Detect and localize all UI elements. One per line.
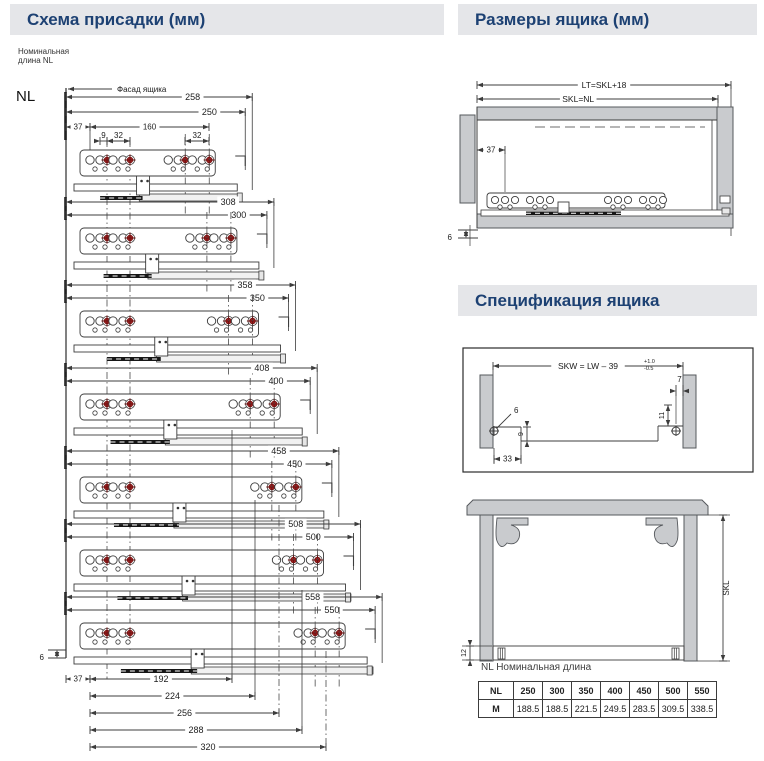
svg-text:350: 350 <box>249 292 265 303</box>
slide-row-550 <box>64 591 382 687</box>
svg-text:508: 508 <box>288 518 304 529</box>
svg-text:160: 160 <box>142 122 157 132</box>
svg-text:SKW = LW – 39: SKW = LW – 39 <box>557 360 619 371</box>
svg-text:Фасад ящика: Фасад ящика <box>117 85 167 94</box>
svg-text:SKL: SKL <box>722 580 731 596</box>
svg-text:SKL=NL: SKL=NL <box>562 93 595 104</box>
svg-text:NL: NL <box>16 88 36 105</box>
slide-row-300 <box>64 196 274 292</box>
row-250-detail-dims <box>66 122 209 150</box>
svg-text:558: 558 <box>305 591 321 602</box>
spec-cell-NL-1: 250 <box>514 682 543 700</box>
drawer-sizes-diagram <box>448 80 733 246</box>
svg-text:550: 550 <box>324 604 340 615</box>
svg-text:9: 9 <box>101 131 106 140</box>
spec-cell-M-5: 283.5 <box>630 700 659 718</box>
slide-row-400 <box>64 362 317 458</box>
svg-text:6: 6 <box>514 406 519 415</box>
drawer-front-view-diagram <box>461 500 731 666</box>
spec-cell-NL-5: 450 <box>630 682 659 700</box>
spec-cell-M-3: 221.5 <box>572 700 601 718</box>
drawer-spec-diagram <box>463 348 753 472</box>
svg-text:500: 500 <box>305 531 321 542</box>
svg-text:9: 9 <box>518 432 525 436</box>
svg-text:32: 32 <box>114 131 123 140</box>
spec-cell-M-7: 338.5 <box>688 700 717 718</box>
svg-text:6: 6 <box>447 233 452 242</box>
svg-text:-0.5: -0.5 <box>644 366 654 372</box>
svg-text:11: 11 <box>659 411 666 420</box>
table-note: NL Номинальная длина <box>481 662 592 673</box>
spec-table-row-M <box>479 700 717 718</box>
svg-text:37: 37 <box>73 674 83 684</box>
spec-row-label-NL: NL <box>479 682 514 700</box>
svg-text:308: 308 <box>220 196 236 207</box>
spec-cell-M-1: 188.5 <box>514 700 543 718</box>
spec-row-label-M: M <box>479 700 514 718</box>
svg-text:250: 250 <box>201 106 217 117</box>
spec-cell-M-4: 249.5 <box>601 700 630 718</box>
spec-cell-NL-3: 350 <box>572 682 601 700</box>
slide-row-350 <box>64 279 295 375</box>
section-title-drawer-spec: Спецификация ящика <box>458 285 757 316</box>
svg-text:Номинальная: Номинальная <box>18 47 70 56</box>
svg-text:6: 6 <box>39 653 44 662</box>
drawer-spec-table <box>478 681 717 718</box>
svg-text:458: 458 <box>271 445 287 456</box>
svg-text:450: 450 <box>287 458 303 469</box>
svg-text:12: 12 <box>461 649 468 657</box>
svg-text:33: 33 <box>503 454 512 464</box>
section-title-drawer-sizes: Размеры ящика (мм) <box>458 4 757 35</box>
svg-text:408: 408 <box>254 362 270 373</box>
svg-text:320: 320 <box>200 741 216 752</box>
svg-text:32: 32 <box>192 131 202 140</box>
svg-text:400: 400 <box>268 375 284 386</box>
spec-cell-M-2: 188.5 <box>543 700 572 718</box>
spec-table-row-NL <box>479 682 717 700</box>
svg-text:256: 256 <box>176 707 193 718</box>
svg-text:358: 358 <box>237 279 253 290</box>
spec-cell-NL-7: 550 <box>688 682 717 700</box>
svg-text:37: 37 <box>73 122 83 132</box>
svg-text:LT=SKL+18: LT=SKL+18 <box>581 79 627 90</box>
spec-cell-M-6: 309.5 <box>659 700 688 718</box>
svg-text:192: 192 <box>153 673 169 684</box>
section-title-drilling-scheme: Схема присадки (мм) <box>10 4 444 35</box>
svg-text:258: 258 <box>185 91 201 102</box>
drilling-scheme-diagram <box>16 47 382 752</box>
svg-text:288: 288 <box>188 724 204 735</box>
svg-text:длина NL: длина NL <box>18 56 54 65</box>
spec-cell-NL-2: 300 <box>543 682 572 700</box>
svg-text:7: 7 <box>677 375 682 384</box>
svg-text:224: 224 <box>164 690 181 701</box>
svg-text:300: 300 <box>231 209 247 220</box>
svg-text:37: 37 <box>486 145 496 155</box>
svg-text:+1.0: +1.0 <box>644 359 655 365</box>
spec-cell-NL-6: 500 <box>659 682 688 700</box>
spec-cell-NL-4: 400 <box>601 682 630 700</box>
slide-row-250 <box>64 91 252 214</box>
